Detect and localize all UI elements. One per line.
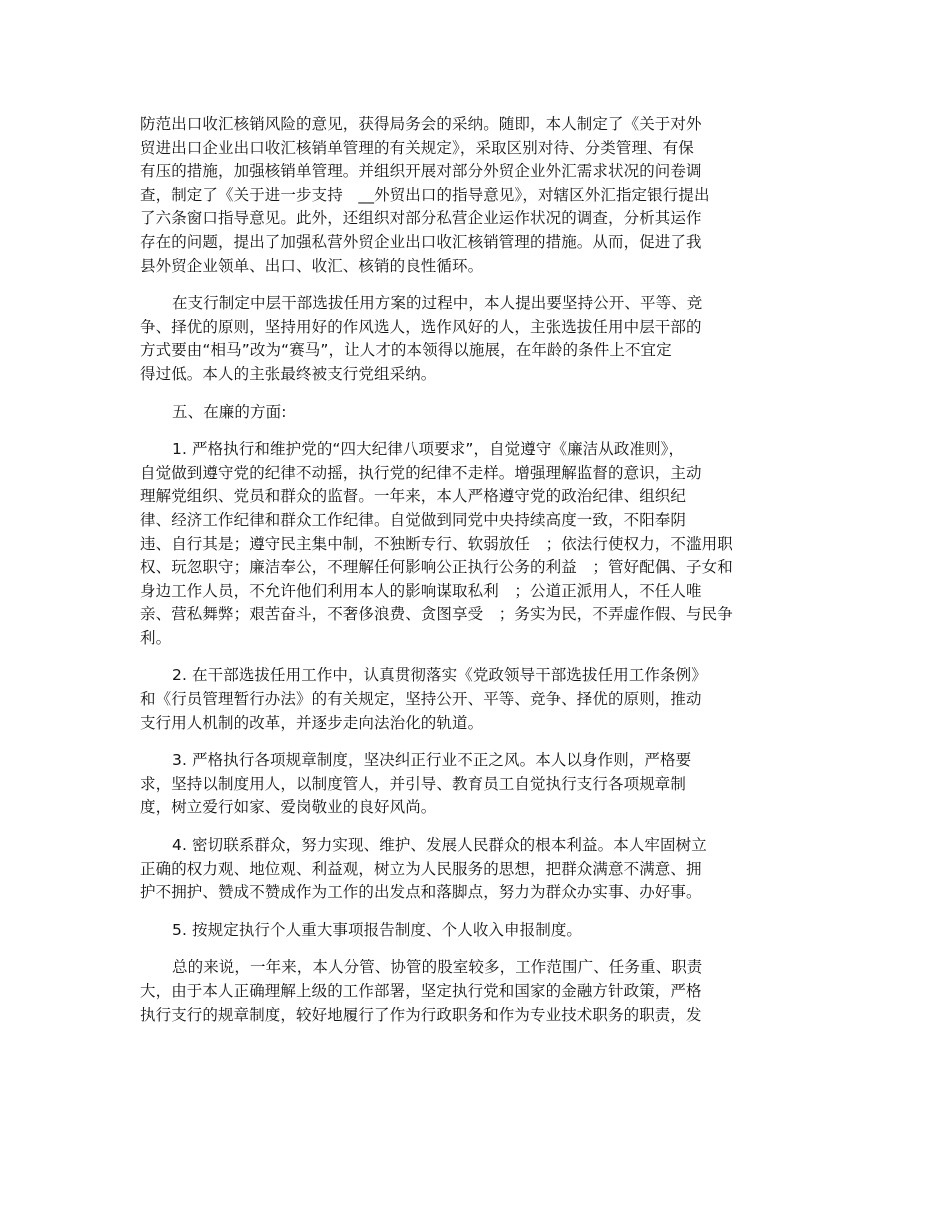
paragraph-item-2 <box>140 664 805 735</box>
text-line: 身边工作人员，不允许他们利用本人的影响谋取私利 ；公道正派用人，不任人唯 <box>140 581 702 600</box>
text-line: 执行支行的规章制度，较好地履行了作为行政职务和作为专业技术职务的职责，发 <box>140 1005 702 1024</box>
text-line: 有压的措施，加强核销单管理。并组织开展对部分外贸企业外汇需求状况的问卷调 <box>140 162 702 181</box>
text-line: 2. 在干部选拔任用工作中，认真贯彻落实《党政领导干部选拔任用工作条例》 <box>172 666 707 685</box>
text-line: 总的来说，一年来，本人分管、协管的股室较多，工作范围广、任务重、职责 <box>172 958 703 977</box>
text-line: 支行用人机制的改革，并逐步走向法治化的轨道。 <box>140 713 484 732</box>
paragraph-gap <box>140 387 805 401</box>
text-line: 3. 严格执行各项规章制度，坚决纠正行业不正之风。本人以身作则，严格要 <box>172 751 692 770</box>
text-line: 县外贸企业领单、出口、收汇、核销的良性循环。 <box>140 256 484 275</box>
paragraph-gap <box>140 942 805 956</box>
text-line: 查，制定了《关于进一步支持 __外贸出口的指导意见》，对辖区外汇指定银行提出 <box>140 185 710 204</box>
text-line: 理解党组织、党员和群众的监督。一年来，本人严格遵守党的政治纪律、组织纪 <box>140 487 687 506</box>
paragraph-gap <box>140 278 805 292</box>
text-line: 防范出口收汇核销风险的意见，获得局务会的采纳。随即，本人制定了《关于对外 <box>140 115 702 133</box>
paragraph-gap <box>140 424 805 438</box>
text-line: 存在的问题，提出了加强私营外贸企业出口收汇核销管理的措施。从而，促进了我 <box>140 232 702 251</box>
paragraph-item-3 <box>140 749 805 820</box>
text-line: 权、玩忽职守；廉洁奉公，不理解任何影响公正执行公务的利益 ；管好配偶、子女和 <box>140 558 733 577</box>
text-line: 度，树立爱行如家、爱岗敬业的良好风尚。 <box>140 798 437 817</box>
text-line: 护不拥护、赞成不赞成作为工作的出发点和落脚点，努力为群众办实事、办好事。 <box>140 883 702 902</box>
text-line: 求，坚持以制度用人，以制度管人，并引导、教育员工自觉执行支行各项规章制 <box>140 774 687 793</box>
document-page <box>140 113 805 1027</box>
text-line: 亲、营私舞弊；艰苦奋斗，不奢侈浪费、贪图享受 ；务实为民，不弄虚作假、与民争 <box>140 605 733 624</box>
paragraph-1 <box>140 113 805 278</box>
paragraph-item-5 <box>140 919 805 943</box>
text-line: 得过低。本人的主张最终被支行党组采纳。 <box>140 364 437 383</box>
text-line: 违、自行其是；遵守民主集中制，不独断专行、软弱放任 ；依法行使权力，不滥用职 <box>140 534 733 553</box>
paragraph-2 <box>140 292 805 386</box>
paragraph-gap <box>140 905 805 919</box>
text-line: 1. 严格执行和维护党的“四大纪律八项要求”，自觉遵守《廉洁从政准则》， <box>172 440 685 459</box>
text-line: 了六条窗口指导意见。此外，还组织对部分私营企业运作状况的调查，分析其运作 <box>140 209 702 228</box>
text-line: 律、经济工作纪律和群众工作纪律。自觉做到同党中央持续高度一致，不阳奉阴 <box>140 510 687 529</box>
text-line: 在支行制定中层干部选拔任用方案的过程中，本人提出要坚持公开、平等、竞 <box>172 294 703 313</box>
text-line: 争、择优的原则，坚持用好的作风选人，选作风好的人，主张选拔任用中层干部的 <box>140 317 702 336</box>
paragraph-summary <box>140 956 805 1027</box>
paragraph-gap <box>140 735 805 749</box>
text-line: 4. 密切联系群众，努力实现、维护、发展人民群众的根本利益。本人牢固树立 <box>172 836 707 855</box>
paragraph-gap <box>140 820 805 834</box>
paragraph-item-4 <box>140 834 805 905</box>
paragraph-item-1 <box>140 438 805 650</box>
text-line: 五、在廉的方面: <box>172 402 287 421</box>
paragraph-gap <box>140 650 805 664</box>
text-line: 自觉做到遵守党的纪律不动摇，执行党的纪律不走样。增强理解监督的意识，主动 <box>140 463 702 482</box>
text-line: 和《行员管理暂行办法》的有关规定，坚持公开、平等、竞争、择优的原则，推动 <box>140 690 702 709</box>
section-heading <box>140 401 805 425</box>
text-line: 5. 按规定执行个人重大事项报告制度、个人收入申报制度。 <box>172 920 583 939</box>
text-line: 方式要由“相马”改为“赛马”，让人才的本领得以施展，在年龄的条件上不宜定 <box>140 341 672 360</box>
text-line: 利。 <box>140 628 172 647</box>
text-line: 贸进出口企业出口收汇核销单管理的有关规定》，采取区别对待、分类管理、有保 <box>140 138 694 157</box>
text-line: 大，由于本人正确理解上级的工作部署，坚定执行党和国家的金融方针政策，严格 <box>140 982 702 1000</box>
text-line: 正确的权力观、地位观、利益观，树立为人民服务的思想，把群众满意不满意、拥 <box>140 859 702 878</box>
